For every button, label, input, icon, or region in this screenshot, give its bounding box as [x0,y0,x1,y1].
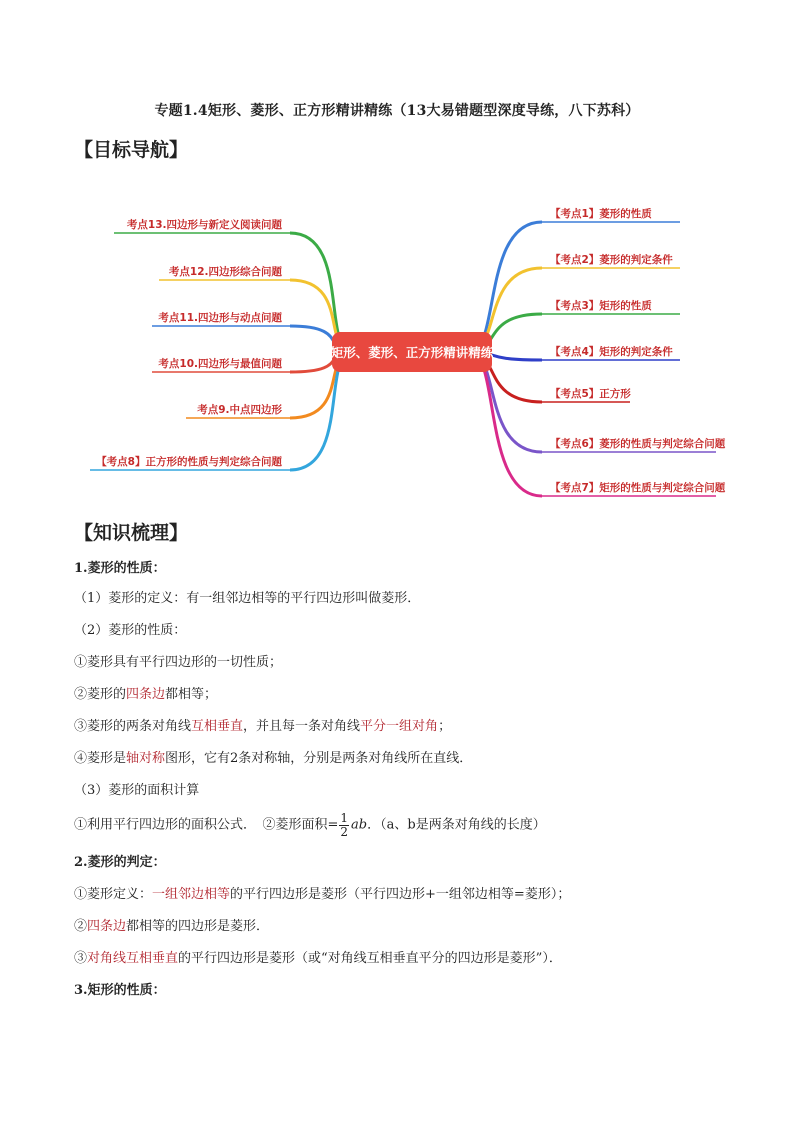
mind-map-topic-right-3: 【考点3】矩形的性质 [550,300,652,312]
text: ①菱形定义： [74,887,153,902]
text: 的平行四边形是菱形（平行四边形+一组邻边相等=菱形）； [230,887,571,902]
section-knowledge-heading: 【知识梳理】 [74,522,189,544]
text: ； [438,719,452,734]
rhombus-property-2 [74,688,217,701]
heading-rhombus-properties: 1.菱形的性质： [74,561,166,576]
rhombus-area-subheading: （3）菱形的面积计算 [74,783,200,798]
mind-map-topic-right-1: 【考点1】菱形的性质 [550,208,652,220]
rhombus-property-4 [74,752,472,765]
mind-map-center [331,332,494,372]
text: ．（a、b是两条对角线的长度） [367,817,546,833]
text: ①利用平行四边形的面积公式． ②菱形面积= [74,817,339,833]
rhombus-criterion-2 [74,920,269,933]
highlight: 一组邻边相等 [152,887,231,902]
heading-rhombus-criteria: 2.菱形的判定： [74,855,166,870]
rhombus-properties-subheading: （2）菱形的性质： [74,623,187,638]
text: ③ [74,951,88,966]
rhombus-property-1: ①菱形具有平行四边形的一切性质； [74,655,283,670]
highlight: 互相垂直 [191,719,244,734]
highlight: 轴对称 [126,751,166,766]
text: 的平行四边形是菱形（或“对角线互相垂直平分的四边形是菱形”）． [178,951,562,966]
rhombus-property-3 [74,720,451,733]
fraction-denominator: 2 [340,824,349,839]
highlight: 对角线互相垂直 [87,951,179,966]
mind-map-topic-right-6: 【考点6】菱形的性质与判定综合问题 [550,438,726,450]
mind-map-topic-left-1: 考点13.四边形与新定义阅读问题 [126,219,282,231]
document-title: 专题1.4矩形、菱形、正方形精讲精练（13大易错题型深度导练，八下苏科） [154,103,640,119]
mind-map-topic-left-4: 考点10.四边形与最值问题 [158,358,282,370]
text: ③菱形的两条对角线 [74,719,192,734]
mind-map-topic-left-6: 【考点8】正方形的性质与判定综合问题 [96,456,282,468]
highlight: 四条边 [126,687,166,702]
heading-rectangle-properties: 3.矩形的性质： [74,983,166,998]
mind-map-topic-left-3: 考点11.四边形与动点问题 [158,312,282,324]
highlight: 平分一组对角 [360,719,439,734]
text: 都相等； [165,687,218,702]
mind-map-topic-left-2: 考点12.四边形综合问题 [168,266,282,278]
rhombus-area-formula [74,812,546,838]
rhombus-criterion-1 [74,888,570,901]
mind-map-center-label: 矩形、菱形、正方形精讲精练 [330,345,494,360]
text: 图形，它有2条对称轴，分别是两条对角线所在直线． [165,751,473,766]
mind-map-branch-right-7 [470,352,542,496]
mind-map-topic-left-5: 考点9.中点四边形 [197,404,282,416]
section-goal-heading: 【目标导航】 [74,139,189,161]
text: ，并且每一条对角线 [243,719,361,734]
fraction-numerator: 1 [340,811,349,825]
text: ② [74,919,88,934]
rhombus-definition: （1）菱形的定义：有一组邻边相等的平行四边形叫做菱形． [74,591,421,606]
mind-map-topic-right-4: 【考点4】矩形的判定条件 [550,346,673,358]
mind-map-topic-right-7: 【考点7】矩形的性质与判定综合问题 [550,482,726,494]
fraction-one-half [339,812,349,838]
text: ②菱形的 [74,687,127,702]
highlight: 四条边 [87,919,127,934]
mind-map-topic-right-5: 【考点5】正方形 [550,388,631,400]
rhombus-criterion-3 [74,952,562,965]
formula-ab: ab [351,817,368,833]
text: ④菱形是 [74,751,127,766]
text: 都相等的四边形是菱形． [126,919,270,934]
mind-map [0,180,794,510]
mind-map-topic-right-2: 【考点2】菱形的判定条件 [550,254,673,266]
